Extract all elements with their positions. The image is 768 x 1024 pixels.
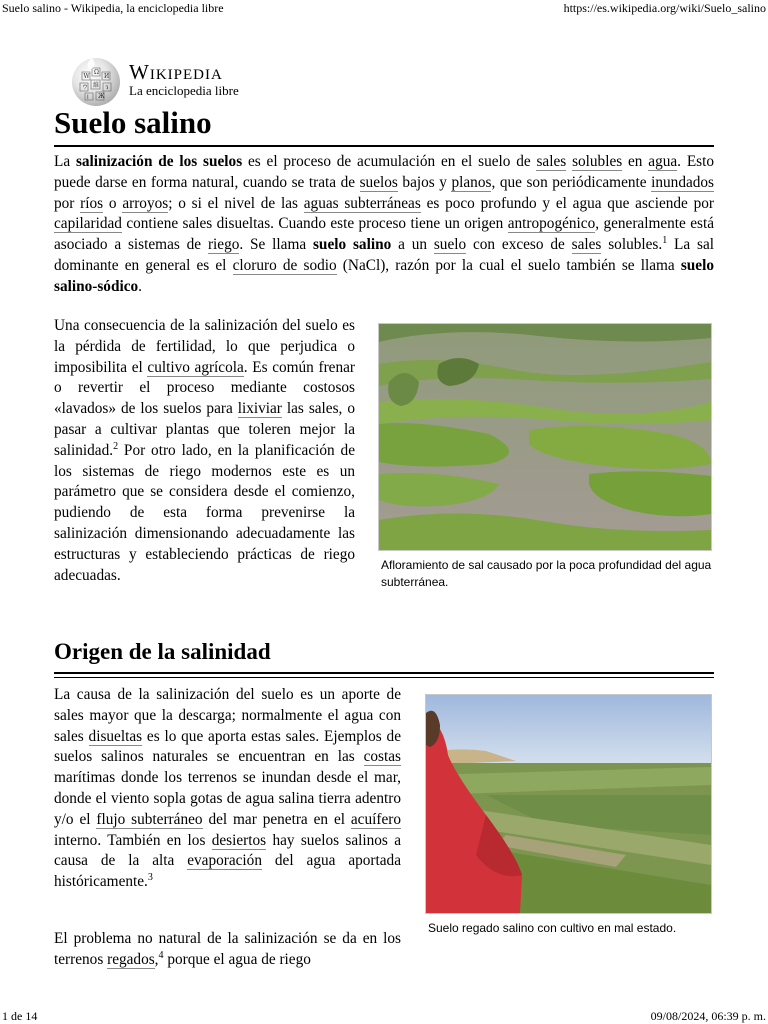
link-suelo[interactable]: suelo <box>433 236 467 254</box>
text: . <box>138 277 142 295</box>
section-heading-origen: Origen de la salinidad <box>54 636 714 674</box>
link-riego[interactable]: riego <box>207 236 240 254</box>
text: porque el agua de riego <box>163 950 311 968</box>
link-costas[interactable]: costas <box>363 748 401 766</box>
text: por <box>54 194 81 212</box>
text: es el proceso de acumulación en el suelo de <box>242 153 537 170</box>
text: en <box>622 153 649 170</box>
salt-outcrop-photo[interactable] <box>378 323 712 551</box>
link-acuifero[interactable]: acuífero <box>350 810 401 828</box>
link-arroyos[interactable]: arroyos <box>122 194 169 212</box>
text: hay suelos salinos a causa de la alta <box>54 831 401 870</box>
text: , generalmente está asociado a sistemas de <box>54 215 714 254</box>
figure-2-caption: Suelo regado salino con cultivo en mal estado. <box>428 921 677 935</box>
text: interno. También en los <box>54 831 212 849</box>
text: . Se llama <box>239 236 313 254</box>
reference-1[interactable]: 1 <box>662 235 668 247</box>
bold-term: suelo salino <box>312 236 392 254</box>
text: La sal dominante en general es el <box>54 236 715 274</box>
text: contiene sales disueltas. Cuando este proceso tiene un origen <box>121 215 508 233</box>
link-evaporacion[interactable]: evaporación <box>187 852 262 870</box>
print-url[interactable]: https://es.wikipedia.org/wiki/Suelo_salino <box>563 1 766 15</box>
link-rios[interactable]: ríos <box>80 194 104 212</box>
svg-text:ا: ا <box>87 94 89 101</box>
text: La causa de la salinización del suelo es un aporte de sales mayor que la descarga; normalmente el agua con sales <box>54 686 401 745</box>
irrigated-field-photo[interactable] <box>425 694 712 914</box>
text: (NaCl), razón por la cual el suelo también se llama <box>336 256 681 274</box>
text: del mar penetra en el <box>202 810 351 828</box>
svg-text:ウ: ウ <box>82 84 89 91</box>
text: es poco profundo y el agua que asciende por <box>420 194 714 212</box>
link-sales-2[interactable]: sales <box>571 236 602 254</box>
text: o <box>103 194 123 212</box>
link-flujo-subterraneo[interactable]: flujo subterráneo <box>96 810 203 828</box>
svg-text:ว: ว <box>105 84 109 91</box>
text: ; o si el nivel de las <box>168 194 304 212</box>
wikipedia-logo[interactable] <box>72 56 272 106</box>
bold-term: suelo salino-sódico <box>54 256 714 295</box>
svg-text:Ω: Ω <box>94 69 99 76</box>
link-disueltas[interactable]: disueltas <box>88 727 143 745</box>
bold-term: salinización de los suelos <box>75 153 243 170</box>
link-planos[interactable]: planos <box>451 173 492 191</box>
link-capilaridad[interactable]: capilaridad <box>54 215 122 233</box>
text: . Esto puede darse en forma natural, cuando se trata de <box>54 153 715 191</box>
origin-paragraph <box>54 685 401 893</box>
text: solubles. <box>601 236 663 254</box>
intro-paragraph <box>54 152 714 298</box>
text: es lo que aporta estas sales. Ejemplos de suelos salinos naturales se encuentran en las <box>54 727 401 766</box>
figure-irrigated-field <box>425 694 712 937</box>
reference-3[interactable]: 3 <box>147 872 153 884</box>
link-lixiviar[interactable]: lixiviar <box>237 400 282 418</box>
reference-4[interactable]: 4 <box>158 949 164 961</box>
text: Por otro lado, en la planificación de los sistemas de riego modernos este es un parámetro que se considera desde el comienzo, pudiendo de esta forma prevenirse la salinización dimensionando adecuadamente las estructuras y estableciendo prácticas de riego adecuadas. <box>54 441 355 584</box>
irrigation-paragraph <box>54 929 401 971</box>
wikipedia-wordmark: Wikipedia <box>129 60 223 84</box>
link-regados[interactable]: regados <box>107 950 155 968</box>
text: . Es común frenar o revertir el proceso mediante costosos «lavados» de los suelos para <box>54 358 355 418</box>
print-header <box>0 0 768 16</box>
print-footer <box>0 1008 768 1024</box>
text: Una consecuencia de la salinización del suelo es la pérdida de fertilidad, lo que perjudica o imposibilita el <box>54 317 355 376</box>
wikipedia-tagline: La enciclopedia libre <box>129 83 239 98</box>
text: bajos y <box>397 173 452 191</box>
link-inundados[interactable]: inundados <box>651 173 715 191</box>
svg-text:Ж: Ж <box>98 93 105 100</box>
text: las sales, o pasar a cultivar plantas que toleren mejor la salinidad. <box>54 400 355 459</box>
text: La <box>54 153 76 170</box>
text: , que son periódicamente <box>491 173 652 191</box>
text: con exceso de <box>466 236 572 254</box>
link-suelos[interactable]: suelos <box>359 173 398 191</box>
link-cloruro-de-sodio[interactable]: cloruro de sodio <box>232 256 337 274</box>
print-page-count: 1 de 14 <box>2 1009 38 1023</box>
text: , <box>154 950 159 968</box>
link-antropogenico[interactable]: antropogénico <box>507 215 596 233</box>
wikipedia-globe-icon <box>72 58 120 106</box>
link-desiertos[interactable]: desiertos <box>211 831 267 849</box>
link-agua[interactable]: agua <box>648 153 678 170</box>
link-solubles[interactable]: solubles <box>572 153 623 170</box>
page-title: Suelo salino <box>54 103 714 147</box>
reference-2[interactable]: 2 <box>113 440 119 452</box>
svg-text:И: И <box>104 73 110 80</box>
link-cultivo-agricola[interactable]: cultivo agrícola <box>147 358 244 376</box>
figure-salt-outcrop <box>378 323 712 591</box>
consequence-paragraph <box>54 316 355 586</box>
link-aguas-subterraneas[interactable]: aguas subterráneas <box>303 194 421 212</box>
text: El problema no natural de la salinización se da en los terrenos <box>54 930 401 968</box>
text: a un <box>391 236 434 254</box>
print-datetime: 09/08/2024, 06:39 p. m. <box>650 1009 766 1023</box>
figure-1-caption: Afloramiento de sal causado por la poca profundidad del agua subterránea. <box>381 558 712 589</box>
link-sales[interactable]: sales <box>536 153 567 170</box>
svg-text:W: W <box>83 73 90 80</box>
svg-text:維: 維 <box>93 82 100 89</box>
text: del agua aportada históricamente. <box>54 852 401 891</box>
print-page-title: Suelo salino - Wikipedia, la enciclopedia libre <box>2 1 224 15</box>
text: marítimas donde los terrenos se inundan desde el mar, donde el viento sopla gotas de agua salina tierra adentro y/o el <box>54 769 401 828</box>
